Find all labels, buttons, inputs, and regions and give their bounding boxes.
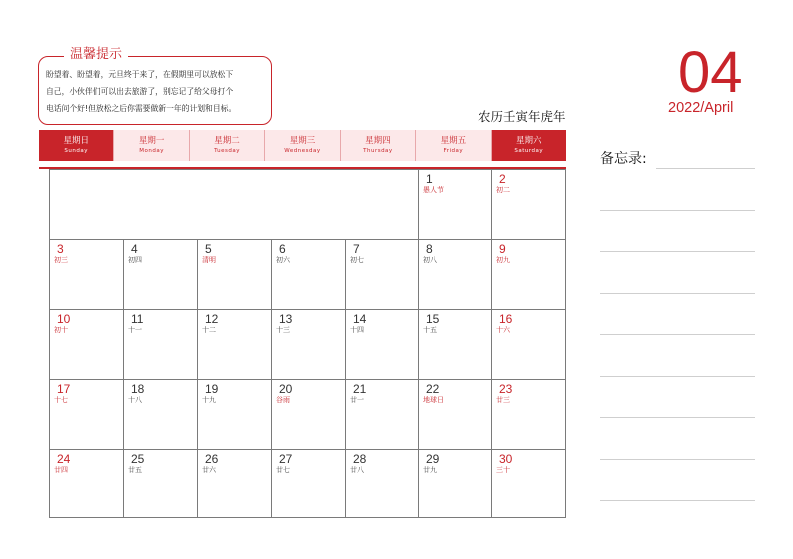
weekday-header-cell: [265, 130, 340, 161]
weekday-zh: 星期三: [289, 136, 316, 146]
memo-line[interactable]: [600, 334, 755, 335]
lunar-date: 初九: [496, 256, 510, 264]
empty-cell: [49, 169, 418, 239]
lunar-date: 十四: [350, 326, 364, 334]
lunar-date: 廿三: [496, 396, 510, 404]
day-cell[interactable]: [271, 309, 345, 379]
day-number: 11: [131, 312, 144, 326]
lunar-date: 初十: [54, 326, 68, 334]
lunar-date: 初六: [276, 256, 290, 264]
day-number: 18: [131, 382, 145, 396]
lunar-date: 廿六: [202, 466, 216, 474]
lunar-date: 十三: [276, 326, 290, 334]
day-cell[interactable]: [49, 239, 123, 309]
day-number: 26: [205, 452, 219, 466]
day-cell[interactable]: [197, 239, 271, 309]
day-number: 12: [205, 312, 219, 326]
lunar-date: 廿一: [350, 396, 364, 404]
memo-line[interactable]: [600, 500, 755, 501]
calendar-grid: [49, 169, 565, 517]
lunar-year: 农历壬寅年虎年: [478, 109, 566, 124]
lunar-date: 地球日: [423, 396, 444, 404]
memo-line[interactable]: [600, 293, 755, 294]
weekday-header-cell: [492, 130, 566, 161]
day-number: 21: [353, 382, 367, 396]
memo-line[interactable]: [600, 251, 755, 252]
weekday-en: Saturday: [514, 148, 544, 154]
lunar-date: 谷雨: [276, 396, 290, 404]
weekday-zh: 星期六: [515, 136, 542, 146]
weekday-header-cell: [190, 130, 265, 161]
weekday-zh: 星期日: [63, 136, 89, 146]
day-number: 6: [279, 242, 286, 256]
weekday-zh: 星期一: [138, 136, 165, 146]
day-number: 5: [205, 242, 212, 256]
day-cell[interactable]: [418, 449, 491, 517]
day-number: 22: [426, 382, 440, 396]
lunar-date: 十五: [423, 326, 437, 334]
day-cell[interactable]: [123, 239, 197, 309]
weekday-en: Sunday: [64, 148, 88, 154]
day-cell[interactable]: [418, 379, 491, 449]
weekday-zh: 星期四: [365, 136, 391, 146]
lunar-date: 十七: [54, 396, 68, 404]
day-cell[interactable]: [123, 379, 197, 449]
lunar-date: 十一: [128, 326, 142, 334]
lunar-date: 初七: [350, 256, 364, 264]
day-cell[interactable]: [345, 379, 418, 449]
lunar-date: 廿九: [423, 466, 437, 474]
weekday-en: Thursday: [363, 148, 393, 154]
weekday-zh: 星期五: [440, 136, 467, 146]
weekday-header-cell: [114, 130, 189, 161]
day-number: 17: [57, 382, 71, 396]
day-cell[interactable]: [197, 379, 271, 449]
day-number: 1: [426, 172, 433, 186]
day-cell[interactable]: [123, 449, 197, 517]
tip-line: 电话问个好!但放松之后你需要做新一年的计划和目标。: [46, 104, 237, 113]
day-cell[interactable]: [491, 239, 565, 309]
day-number: 8: [426, 242, 433, 256]
day-number: 14: [353, 312, 367, 326]
weekday-header: [39, 130, 566, 161]
day-cell[interactable]: [418, 309, 491, 379]
day-number: 27: [279, 452, 293, 466]
lunar-date: 十二: [202, 326, 216, 334]
memo-line[interactable]: [656, 168, 755, 169]
memo-line[interactable]: [600, 459, 755, 460]
lunar-date: 初二: [496, 186, 510, 194]
lunar-date: 愚人节: [423, 186, 444, 194]
weekday-en: Tuesday: [214, 148, 240, 154]
day-number: 3: [57, 242, 64, 256]
memo-line[interactable]: [600, 417, 755, 418]
memo-line[interactable]: [600, 376, 755, 377]
lunar-date: 初八: [423, 256, 437, 264]
weekday-header-cell: [416, 130, 491, 161]
day-cell[interactable]: [271, 379, 345, 449]
weekday-en: Wednesday: [284, 148, 321, 154]
day-cell[interactable]: [49, 449, 123, 517]
day-cell[interactable]: [197, 309, 271, 379]
tip-line: 盼望着、盼望着，元旦终于来了，在假期里可以放松下: [46, 70, 234, 79]
day-number: 7: [353, 242, 360, 256]
lunar-date: 廿七: [276, 466, 290, 474]
lunar-date: 十六: [496, 326, 510, 334]
lunar-date: 三十: [496, 466, 510, 474]
day-number: 2: [499, 172, 506, 186]
day-cell[interactable]: [418, 239, 491, 309]
day-number: 20: [279, 382, 293, 396]
day-cell[interactable]: [345, 309, 418, 379]
day-number: 16: [499, 312, 513, 326]
day-number: 24: [57, 452, 71, 466]
lunar-date: 廿八: [350, 466, 364, 474]
day-number: 15: [426, 312, 440, 326]
day-cell[interactable]: [491, 169, 565, 239]
day-cell[interactable]: [49, 309, 123, 379]
lunar-date: 廿四: [54, 466, 68, 474]
memo-line[interactable]: [600, 210, 755, 211]
weekday-zh: 星期二: [214, 136, 240, 146]
day-number: 23: [499, 382, 513, 396]
day-cell[interactable]: [491, 309, 565, 379]
day-cell[interactable]: [49, 379, 123, 449]
month-number: 04: [678, 40, 743, 105]
weekday-en: Monday: [139, 148, 164, 154]
lunar-date: 十九: [202, 396, 216, 404]
lunar-date: 初四: [128, 256, 142, 264]
day-cell[interactable]: [271, 239, 345, 309]
day-number: 10: [57, 312, 71, 326]
day-number: 13: [279, 312, 293, 326]
weekday-header-cell: [39, 130, 114, 161]
weekday-en: Friday: [443, 148, 464, 154]
day-cell[interactable]: [345, 449, 418, 517]
tip-text: [46, 66, 268, 117]
day-number: 19: [205, 382, 219, 396]
lunar-date: 十八: [128, 396, 142, 404]
day-number: 28: [353, 452, 367, 466]
month-subtitle: 2022/April: [668, 100, 734, 116]
day-cell[interactable]: [418, 169, 491, 239]
memo-label: 备忘录:: [600, 151, 647, 167]
day-cell[interactable]: [123, 309, 197, 379]
lunar-date: 初三: [54, 256, 68, 264]
day-number: 25: [131, 452, 145, 466]
lunar-date: 清明: [202, 256, 216, 264]
tip-title: 温馨提示: [64, 46, 128, 64]
tip-line: 自己，小伙伴们可以出去旅游了，别忘记了给父母打个: [46, 87, 234, 96]
day-number: 30: [499, 452, 513, 466]
weekday-header-cell: [341, 130, 416, 161]
day-number: 4: [131, 242, 138, 256]
day-number: 29: [426, 452, 440, 466]
day-number: 9: [499, 242, 506, 256]
day-cell[interactable]: [491, 379, 565, 449]
day-cell[interactable]: [197, 449, 271, 517]
lunar-date: 廿五: [128, 466, 142, 474]
day-cell[interactable]: [491, 449, 565, 517]
day-cell[interactable]: [271, 449, 345, 517]
day-cell[interactable]: [345, 239, 418, 309]
